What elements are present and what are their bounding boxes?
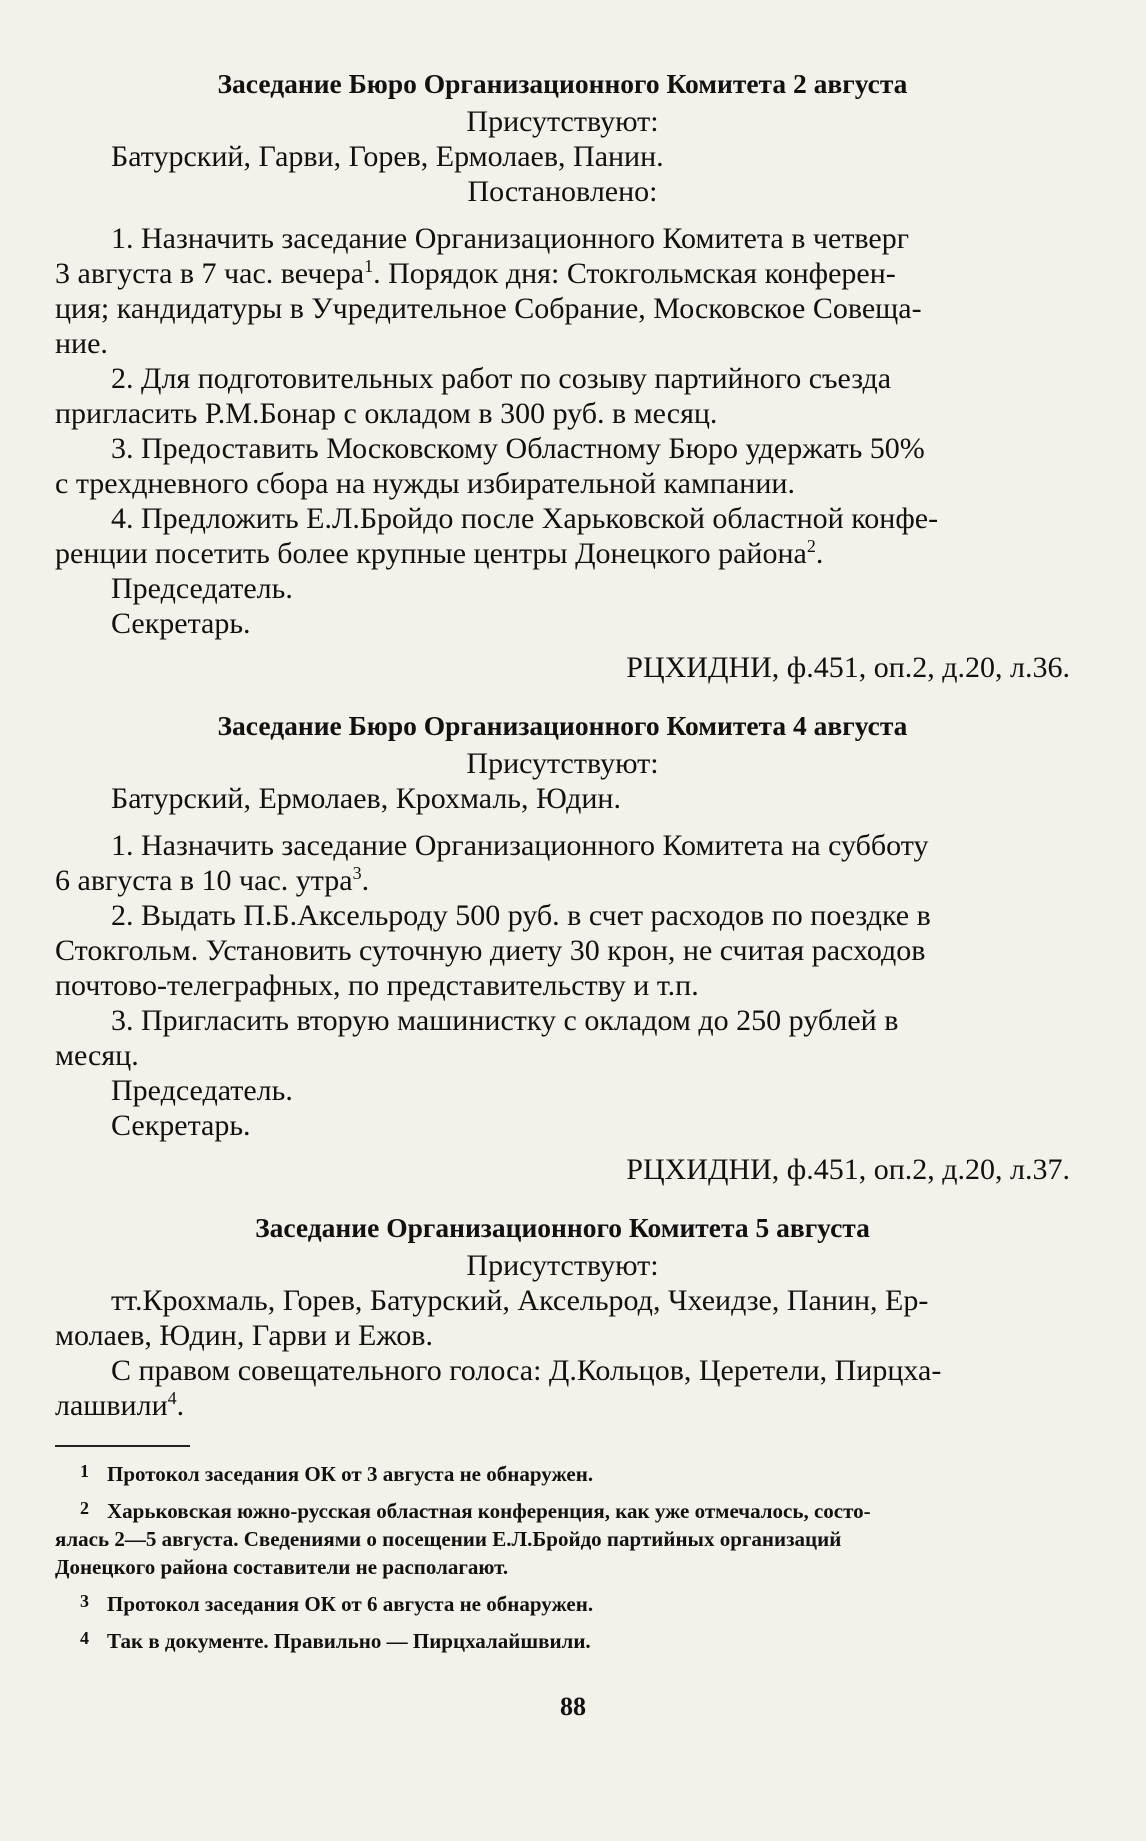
footnote-3-number: 3 (80, 1591, 89, 1611)
footnote-ref-2: 2 (806, 536, 816, 557)
footnote-1-number: 1 (80, 1461, 89, 1481)
meeting-aug5-present-line1: тт.Крохмаль, Горев, Батурский, Аксельрод, Чхеидзе, Панин, Ер- (111, 1284, 929, 1317)
meeting-aug5-advisory-line1: С правом совещательного голоса: Д.Кольцов, Церетели, Пирцха- (111, 1354, 942, 1387)
meeting-aug2-present-names: Батурский, Гарви, Горев, Ермолаев, Панин. (111, 140, 664, 173)
footnotes (55, 1457, 1070, 1655)
footnote-4: 4 Так в документе. Правильно — Пирцхалайшвили. (55, 1624, 1070, 1655)
meeting-aug2-item1-line3: ция; кандидатуры в Учредительное Собрание, Московское Совеща- (55, 292, 922, 325)
meeting-aug2-item4-line2: ренции посетить более крупные центры Донецкого района$^2$. (55, 536, 824, 570)
meeting-aug2-title: Заседание Бюро Организационного Комитета 2 августа (217, 68, 908, 99)
meeting-aug2-source: РЦХИДНИ, ф.451, оп.2, д.20, л.36. (626, 651, 1070, 684)
meeting-aug4-secretary: Секретарь. (111, 1109, 251, 1142)
meeting-aug5-section (55, 1210, 1070, 1423)
meeting-aug4-item2-line3: почтово-телеграфных, по представительству и т.п. (55, 969, 699, 1002)
meeting-aug2-resolved-label: Постановлено: (467, 175, 658, 208)
meeting-aug4-item3-line2: месяц. (55, 1039, 139, 1072)
meeting-aug2-chairman: Председатель. (111, 572, 293, 605)
meeting-aug2-item4-line1: 4. Предложить Е.Л.Бройдо после Харьковской областной конфе- (111, 502, 939, 535)
meeting-aug2-secretary: Секретарь. (111, 607, 251, 640)
meeting-aug2-item2-line2: пригласить Р.М.Бонар с окладом в 300 руб. в месяц. (55, 397, 718, 430)
meeting-aug4-title: Заседание Бюро Организационного Комитета 4 августа (217, 710, 908, 741)
meeting-aug4-source: РЦХИДНИ, ф.451, оп.2, д.20, л.37. (626, 1153, 1070, 1186)
meeting-aug4-item2-line1: 2. Выдать П.Б.Аксельроду 500 руб. в счет расходов по поездке в (111, 899, 931, 932)
meeting-aug4-item2-line2: Стокгольм. Установить суточную диету 30 крон, не считая расходов (55, 934, 926, 967)
meeting-aug2-item1-line4: ние. (55, 327, 108, 360)
meeting-aug2-item3-line1: 3. Предоставить Московскому Областному Бюро удержать 50% (111, 432, 925, 465)
meeting-aug2-section (55, 66, 1070, 686)
footnote-ref-4: 4 (167, 1388, 177, 1409)
meeting-aug2-present-label: Присутствуют: (466, 105, 659, 138)
meeting-aug4-present-label: Присутствуют: (466, 747, 659, 780)
meeting-aug2-item2-line1: 2. Для подготовительных работ по созыву партийного съезда (111, 362, 892, 395)
meeting-aug4-item3-line1: 3. Пригласить вторую машинистку с окладом до 250 рублей в (111, 1004, 899, 1037)
footnote-3: 3 Протокол заседания ОК от 6 августа не обнаружен. (55, 1587, 1070, 1618)
meeting-aug4-chairman: Председатель. (111, 1074, 293, 1107)
meeting-aug5-title: Заседание Организационного Комитета 5 августа (255, 1212, 870, 1243)
footnote-1: 1 Протокол заседания ОК от 3 августа не обнаружен. (55, 1457, 1070, 1488)
meeting-aug4-item1-line1: 1. Назначить заседание Организационного Комитета на субботу (111, 829, 929, 862)
meeting-aug4-section (55, 708, 1070, 1188)
footnote-ref-3: 3 (352, 863, 362, 884)
meeting-aug5-present-label: Присутствуют: (466, 1249, 659, 1282)
footnote-2-number: 2 (80, 1498, 89, 1518)
meeting-aug2-item3-line2: с трехдневного сбора на нужды избирательной кампании. (55, 467, 795, 500)
meeting-aug5-advisory-line2: лашвили$^4$. (55, 1388, 185, 1422)
page-number: 88 (560, 1692, 586, 1721)
footnote-2: 2 Харьковская южно-русская областная конференция, как уже отмечалось, состо- ялась 2—5 августа. Сведениями о посещении Е.Л.Бройдо партийных организаций Донецкого района составители не располагают. (55, 1494, 1070, 1581)
meeting-aug4-present-names: Батурский, Ермолаев, Крохмаль, Юдин. (111, 782, 621, 815)
meeting-aug2-item1-line2: 3 августа в 7 час. вечера$^1$. Порядок дня: Стокгольмская конферен- (55, 256, 896, 290)
footnote-4-number: 4 (80, 1628, 89, 1648)
meeting-aug4-item1-line2: 6 августа в 10 час. утра$^3$. (55, 863, 370, 897)
meeting-aug2-item1-line1: 1. Назначить заседание Организационного Комитета в четверг (111, 222, 910, 255)
footnote-divider (55, 1445, 190, 1447)
meeting-aug5-present-line2: молаев, Юдин, Гарви и Ежов. (55, 1319, 433, 1352)
footnote-ref-1: 1 (364, 256, 374, 277)
